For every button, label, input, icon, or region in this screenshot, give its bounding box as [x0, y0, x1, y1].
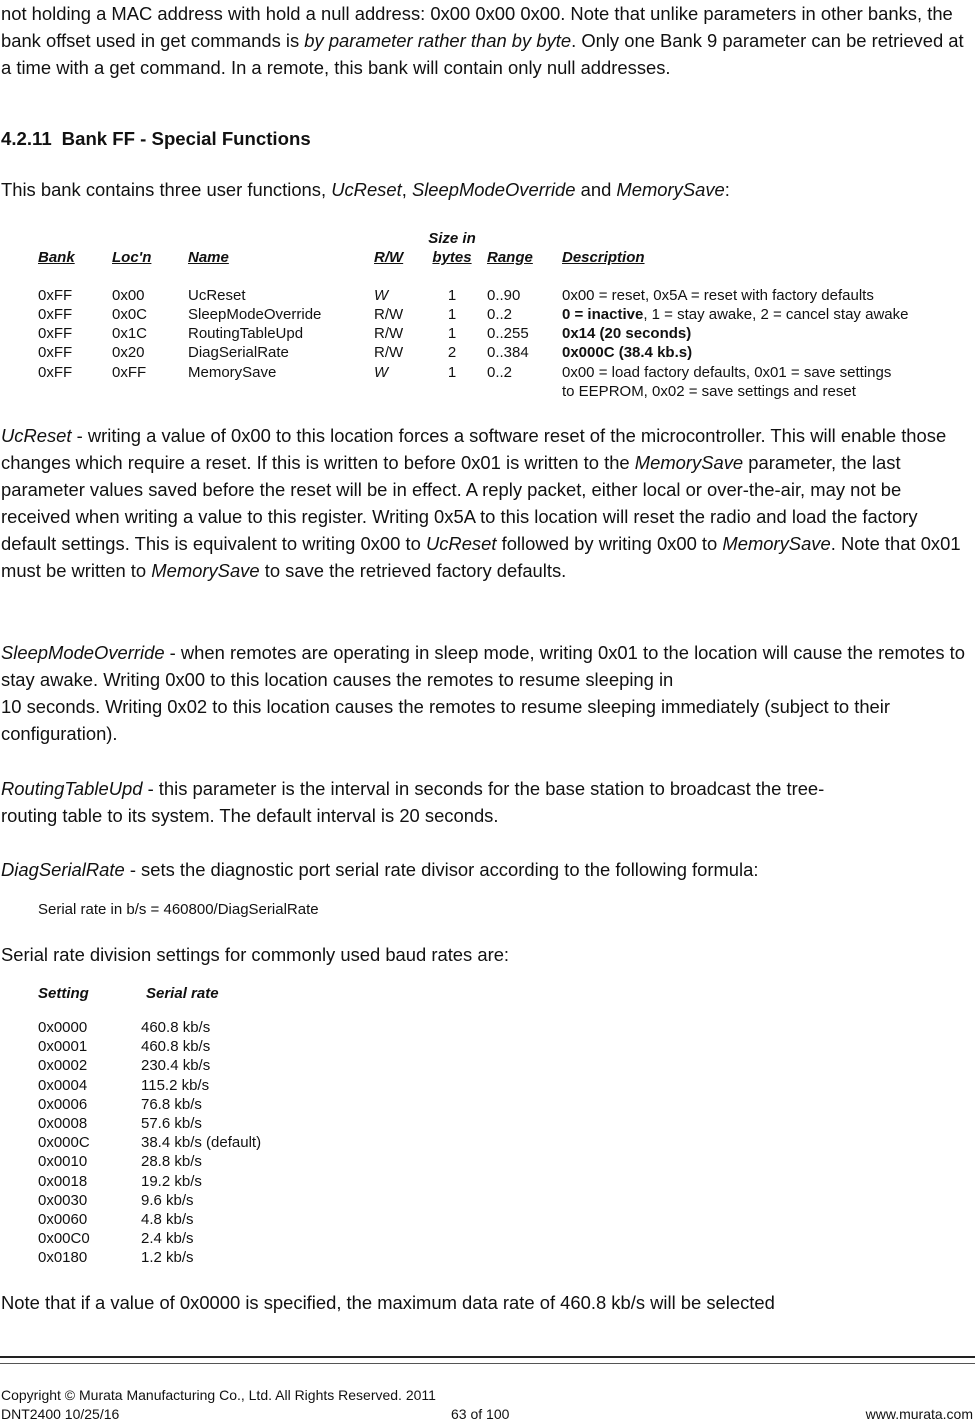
row-description-text: 0x00 = load factory defaults, 0x01 = save settings [562, 364, 892, 381]
function-name-sleepmodeoverride: SleepModeOverride [411, 179, 576, 200]
row-rw: W [374, 364, 389, 381]
baud-rate-table [0, 984, 400, 1274]
function-name-memorysave: MemorySave [616, 179, 725, 200]
intro-emphasis: by parameter rather than by byte [304, 30, 572, 51]
row-description-text: , 1 = stay awake, 2 = cancel stay awake [643, 306, 909, 323]
rate-cell: 76.8 kb/s [141, 1095, 202, 1113]
header-setting: Setting [38, 985, 89, 1002]
row-range: 0..2 [487, 364, 513, 381]
header-rw: R/W [374, 249, 404, 266]
bank-ff-table [0, 226, 975, 406]
header-range: Range [487, 249, 533, 266]
ucreset-text-1: - writing a value of 0x00 to this location forces a software reset of the microcontroller. This will enable those changes which require a reset. If this is written to before 0x01 is written to the [1, 425, 947, 473]
row-bank: 0xFF [38, 344, 73, 361]
footer-copyright: Copyright © Murata Manufacturing Co., Ltd. All Rights Reserved. 2011 [1, 1387, 436, 1403]
row-name: MemorySave [188, 364, 277, 381]
row-name: UcReset [188, 287, 246, 304]
section-heading [1, 125, 311, 152]
routing-text-2: routing table to its system. The default interval is 20 seconds. [1, 805, 499, 826]
setting-cell: 0x0180 [38, 1249, 88, 1267]
row-description-text: 0x00 = reset, 0x5A = reset with factory defaults [562, 287, 874, 304]
footer-rule-thick [0, 1356, 975, 1358]
setting-cell: 0x0006 [38, 1095, 88, 1113]
section-number: 4.2.11 [1, 128, 52, 149]
ucreset-paragraph [1, 422, 973, 584]
setting-cell: 0x0030 [38, 1191, 88, 1209]
rate-cell: 28.8 kb/s [141, 1153, 202, 1171]
setting-cell: 0x0000 [38, 1019, 88, 1036]
function-name-ucreset: UcReset [331, 179, 402, 200]
row-locn: 0x00 [112, 287, 145, 304]
ref-memorysave: MemorySave [634, 452, 744, 473]
rate-cell: 115.2 kb/s [141, 1076, 210, 1094]
ref-ucreset: UcReset [425, 533, 497, 554]
footer-rule-thin [0, 1363, 975, 1364]
row-size: 2 [447, 344, 457, 361]
header-description: Description [562, 249, 645, 266]
row-locn: 0x20 [112, 344, 145, 361]
ucreset-text-4: . Note that 0x01 must be written to [1, 533, 961, 581]
setting-cell: 0x0018 [38, 1172, 88, 1190]
sleep-text-1: - when remotes are operating in sleep mode, writing 0x01 to the location will cause the remotes to stay awake. Writing 0x00 to this location causes the remotes to resume sleeping in [1, 642, 965, 690]
row-description-bold: 0 = inactive [562, 306, 644, 323]
rate-cell: 230.4 kb/s [141, 1057, 211, 1075]
row-description [562, 343, 692, 362]
row-rw: W [374, 287, 389, 304]
rate-cell: 460.8 kb/s [141, 1038, 211, 1056]
rate-cell: 19.2 kb/s [141, 1172, 202, 1190]
row-name: SleepModeOverride [188, 306, 322, 323]
bank-intro-text: This bank contains three user functions, [1, 179, 332, 200]
row-description-continued: to EEPROM, 0x02 = save settings and reset [562, 383, 856, 400]
row-range: 0..90 [487, 287, 521, 304]
row-range: 0..255 [487, 325, 529, 342]
diag-paragraph [1, 856, 973, 883]
row-bank: 0xFF [38, 287, 73, 304]
row-name: DiagSerialRate [188, 344, 289, 361]
row-bank: 0xFF [38, 364, 73, 381]
sleepmode-paragraph [1, 639, 973, 747]
sleep-text-2: 10 seconds. Writing 0x02 to this location causes the remotes to resume sleeping immediately (subject to their configuration). [1, 696, 890, 744]
setting-cell: 0x000C [38, 1134, 90, 1152]
ucreset-text-2: parameter, the last parameter values saved before the reset will be in effect. A reply packet, either local or over-the-air, may not be received when writing a value to this register. Writing 0x5A to this location will reset the radio and load the factory default settings. This is equivalent to writing 0x00 to [1, 452, 918, 554]
header-serial-rate: Serial rate [146, 985, 219, 1002]
footer-doc-id: DNT2400 10/25/16 [1, 1406, 120, 1422]
row-locn: 0x1C [112, 325, 148, 342]
row-range: 0..2 [487, 306, 513, 323]
row-size: 1 [447, 287, 457, 304]
intro-text-2: . Only one Bank 9 parameter can be retrieved at a time with a get command. In a remote, this bank will contain only null addresses. [1, 30, 964, 78]
row-rw: R/W [374, 306, 404, 323]
diag-text-1: - sets the diagnostic port serial rate divisor according to the following formula: [124, 859, 759, 880]
row-description [562, 286, 874, 305]
row-bank: 0xFF [38, 325, 73, 342]
setting-cell: 0x0002 [38, 1057, 88, 1075]
row-name: RoutingTableUpd [188, 325, 304, 342]
rate-cell: 460.8 kb/s [141, 1019, 211, 1036]
header-size-line1: Size in [428, 230, 476, 247]
rate-cell: 57.6 kb/s [141, 1115, 202, 1132]
bank-intro-end: : [724, 179, 730, 200]
row-size: 1 [447, 364, 457, 381]
setting-cell: 0x0001 [38, 1038, 88, 1056]
header-name: Name [188, 249, 229, 266]
rate-cell: 2.4 kb/s [141, 1230, 194, 1248]
setting-cell: 0x00C0 [38, 1230, 90, 1248]
header-locn: Loc'n [112, 249, 152, 266]
setting-cell: 0x0010 [38, 1153, 88, 1171]
row-description [562, 305, 908, 324]
term-routingtableupd: RoutingTableUpd [1, 778, 143, 799]
rate-cell: 1.2 kb/s [141, 1249, 194, 1267]
ref-memorysave: MemorySave [722, 533, 831, 554]
ucreset-text-3: followed by writing 0x00 to [496, 533, 723, 554]
max-rate-note: Note that if a value of 0x0000 is specified, the maximum data rate of 460.8 kb/s will be selected [1, 1292, 775, 1313]
rate-cell: 38.4 kb/s (default) [141, 1134, 262, 1152]
row-size: 1 [447, 306, 457, 323]
bank-intro-sep1: , [401, 179, 412, 200]
term-diagserialrate: DiagSerialRate [1, 859, 125, 880]
row-locn: 0xFF [112, 364, 147, 381]
row-description [562, 363, 891, 382]
row-rw: R/W [374, 344, 404, 361]
setting-cell: 0x0060 [38, 1211, 88, 1228]
row-locn: 0x0C [112, 306, 148, 323]
routing-text-1: - this parameter is the interval in seconds for the base station to broadcast the tree- [142, 778, 825, 799]
footer-page-number: 63 of 100 [451, 1406, 510, 1422]
row-size: 1 [447, 325, 457, 342]
footer-url[interactable]: www.murata.com [865, 1406, 973, 1422]
section-title: Bank FF - Special Functions [61, 128, 311, 149]
row-description [562, 324, 691, 343]
routing-paragraph [1, 775, 973, 829]
header-size-line2: bytes [432, 249, 472, 266]
row-range: 0..384 [487, 344, 529, 361]
term-ucreset: UcReset [1, 425, 72, 446]
setting-cell: 0x0008 [38, 1115, 88, 1132]
term-sleepmodeoverride: SleepModeOverride [1, 642, 165, 663]
bank-intro-sep2: and [575, 179, 617, 200]
row-bank: 0xFF [38, 306, 73, 323]
rate-cell: 9.6 kb/s [141, 1191, 194, 1209]
intro-text-1: not holding a MAC address with hold a null address: 0x00 0x00 0x00. Note that unlike parameters in other banks, the bank offset used in get commands is [1, 3, 953, 51]
serial-rate-formula: Serial rate in b/s = 460800/DiagSerialRate [38, 901, 319, 918]
rate-cell: 4.8 kb/s [141, 1211, 194, 1228]
row-rw: R/W [374, 325, 404, 342]
ucreset-text-5: to save the retrieved factory defaults. [259, 560, 567, 581]
ref-memorysave: MemorySave [151, 560, 260, 581]
setting-cell: 0x0004 [38, 1076, 88, 1094]
bank-intro-paragraph [1, 176, 973, 203]
header-bank: Bank [38, 249, 75, 266]
intro-paragraph [1, 0, 973, 81]
row-description-bold: 0x14 (20 seconds) [562, 325, 692, 342]
row-description-bold: 0x000C (38.4 kb.s) [562, 344, 693, 361]
baud-intro-paragraph: Serial rate division settings for commonly used baud rates are: [1, 944, 510, 965]
